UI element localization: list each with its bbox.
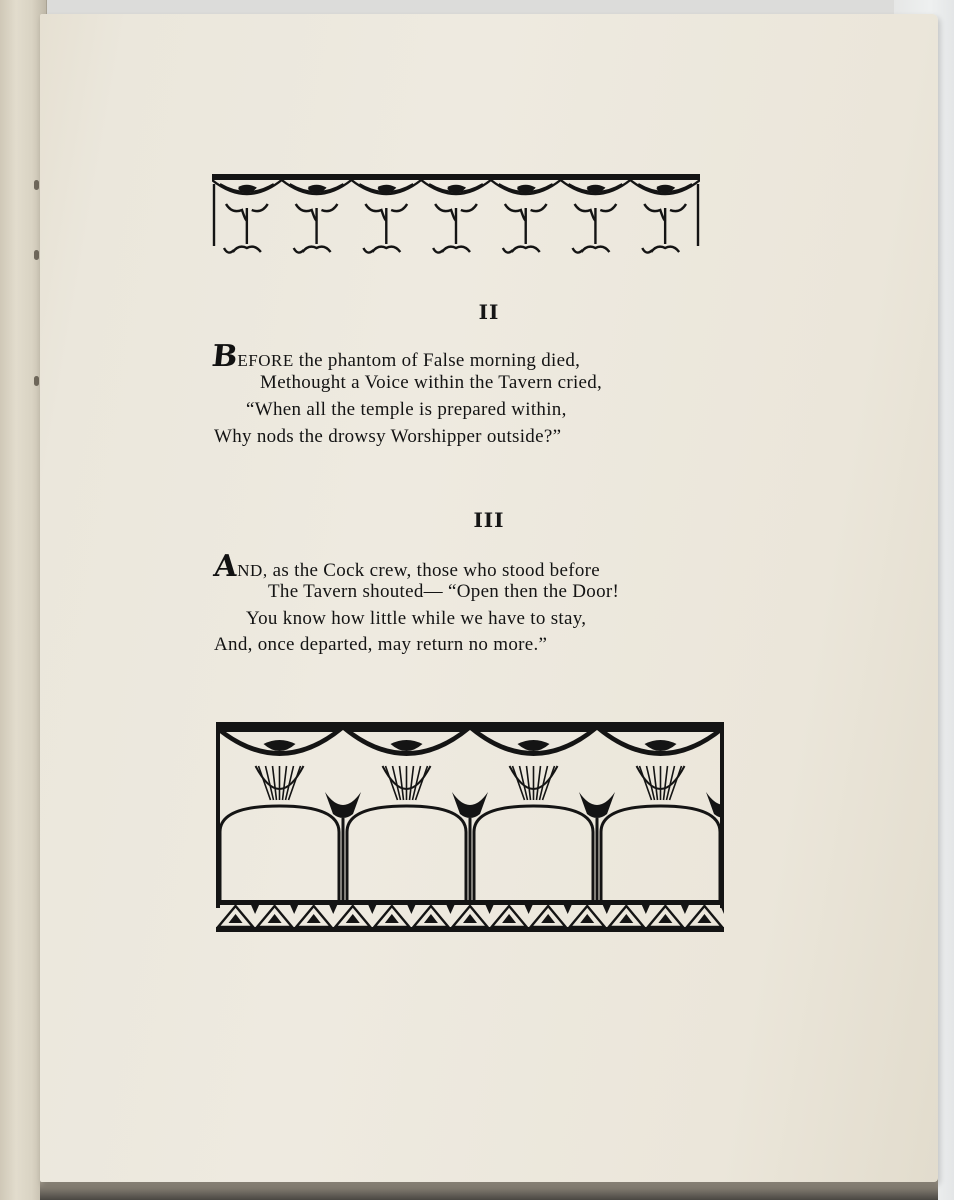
top-ornament-motif (212, 180, 282, 253)
spine-binding-mark (34, 250, 39, 260)
top-ornament-motif (561, 180, 631, 253)
triangle-band-motif (648, 905, 689, 927)
stanza-numeral-ii: II (478, 300, 500, 324)
triangle-band-motif (687, 905, 724, 927)
book-page (40, 14, 938, 1182)
top-ornament-motif (630, 180, 700, 253)
bottom-ornament-arch (343, 730, 488, 900)
first-line-text: the phantom of False morning died, (298, 350, 581, 371)
first-word-caps: EFORE (237, 351, 294, 370)
stanza-line: Why nods the drowsy Worshipper outside?” (214, 426, 562, 447)
top-ornament-motif (282, 180, 352, 253)
triangle-band-motif (374, 905, 415, 927)
bottom-ornament-arch (597, 730, 724, 900)
triangle-band-motif (570, 905, 611, 927)
top-ornament (212, 174, 700, 258)
top-ornament-motif (421, 180, 491, 253)
triangle-band-motif (413, 905, 454, 927)
drop-cap: B (210, 339, 240, 374)
stanza-ii (210, 339, 732, 454)
spine-binding-mark (34, 180, 39, 190)
drop-cap: A (212, 549, 240, 584)
stanza-iii (212, 549, 754, 664)
triangle-band-motif (257, 905, 298, 927)
stanza-line: And, once departed, may return no more.” (214, 634, 548, 655)
triangle-band-motif (218, 905, 259, 927)
bottom-ornament-arch (216, 730, 361, 900)
top-ornament-motif (491, 180, 561, 253)
triangle-band-motif (492, 905, 533, 927)
bottom-ornament-arch (470, 730, 615, 900)
triangle-band-motif (335, 905, 376, 927)
first-line-text: as the Cock crew, those who stood before (272, 560, 601, 581)
stanza-numeral-iii: III (473, 508, 505, 532)
stanza-line: Methought a Voice within the Tavern cried, (260, 372, 603, 393)
stanza-line: The Tavern shouted— “Open then the Door! (268, 581, 620, 602)
top-ornament-motif (351, 180, 421, 253)
bottom-ornament (216, 722, 724, 936)
triangle-band-motif (609, 905, 650, 927)
stanza-line: You know how little while we have to stay, (246, 608, 587, 629)
triangle-band-motif (531, 905, 572, 927)
triangle-band-motif (452, 905, 493, 927)
spine-binding-mark (34, 376, 39, 386)
stanza-line: “When all the temple is prepared within, (246, 399, 567, 420)
first-word-caps: ND, (237, 561, 268, 580)
triangle-band-motif (296, 905, 337, 927)
